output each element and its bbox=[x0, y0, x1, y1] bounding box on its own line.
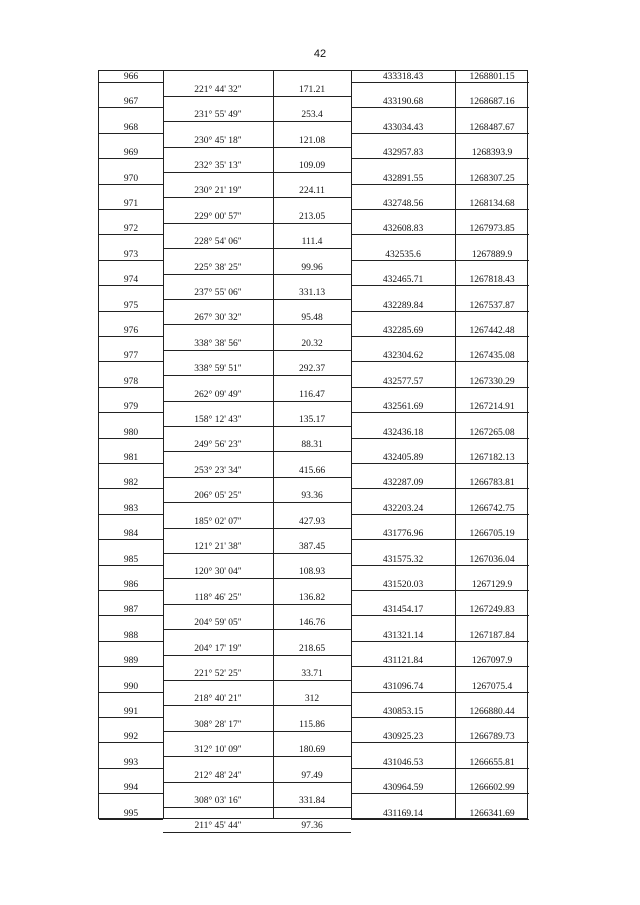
bearing-angle: 230° 21' 19" bbox=[194, 186, 242, 197]
point-number: 977 bbox=[123, 351, 139, 362]
coordinate-y: 1267537.87 bbox=[469, 300, 515, 311]
coordinate-y: 1266789.73 bbox=[469, 732, 515, 743]
survey-coordinates-table bbox=[98, 70, 528, 832]
point-number: 969 bbox=[123, 148, 139, 159]
coordinate-y: 1267187.84 bbox=[469, 630, 515, 641]
bearing-angle: 225° 38' 25" bbox=[194, 262, 242, 273]
point-number: 984 bbox=[123, 529, 139, 540]
coordinate-x: 431575.32 bbox=[382, 554, 424, 565]
coordinate-y: 1266783.81 bbox=[469, 478, 515, 489]
segment-distance: 108.93 bbox=[298, 567, 326, 578]
row-rule bbox=[163, 96, 351, 97]
row-rule bbox=[163, 629, 351, 630]
segment-distance: 213.05 bbox=[298, 211, 326, 222]
coordinate-y: 1267442.48 bbox=[469, 326, 515, 336]
segment-distance: 93.36 bbox=[301, 491, 323, 502]
bearing-angle: 338° 38' 56" bbox=[194, 338, 242, 349]
coordinate-y: 1267129.9 bbox=[471, 580, 513, 590]
segment-distance: 415.66 bbox=[298, 465, 326, 476]
segment-distance: 292.37 bbox=[298, 364, 326, 375]
bearing-angle: 118° 46' 25" bbox=[194, 592, 242, 603]
point-number: 975 bbox=[123, 300, 139, 311]
row-rule bbox=[163, 782, 351, 783]
bearing-angle: 231° 55' 49" bbox=[194, 110, 242, 121]
point-number: 986 bbox=[123, 580, 139, 590]
coordinate-x: 430853.15 bbox=[382, 707, 424, 717]
bearing-angle: 249° 56' 23" bbox=[194, 440, 242, 451]
point-number: 972 bbox=[123, 224, 139, 235]
coordinate-x: 432577.57 bbox=[382, 376, 424, 387]
segment-distance: 95.48 bbox=[301, 313, 323, 324]
coordinate-y: 1267097.9 bbox=[471, 656, 513, 667]
segment-distance: 331.84 bbox=[298, 795, 326, 806]
segment-distance: 312 bbox=[304, 694, 320, 705]
point-number: 985 bbox=[123, 554, 139, 565]
coordinate-x: 433190.68 bbox=[382, 97, 424, 108]
coordinate-x: 431520.03 bbox=[382, 580, 424, 590]
coordinate-x: 432561.69 bbox=[382, 402, 424, 413]
coordinate-y: 1267214.91 bbox=[469, 402, 515, 413]
point-number: 966 bbox=[123, 72, 139, 82]
row-rule bbox=[163, 528, 351, 529]
coordinate-y: 1268687.16 bbox=[469, 97, 515, 108]
segment-distance: 121.08 bbox=[298, 135, 326, 146]
bearing-angle: 206° 05' 25" bbox=[194, 491, 242, 502]
point-number: 988 bbox=[123, 630, 139, 641]
coordinate-y: 1267330.29 bbox=[469, 376, 515, 387]
coordinate-y: 1267249.83 bbox=[469, 605, 515, 616]
segment-distance: 135.17 bbox=[298, 414, 326, 425]
bearing-angle: 229° 00' 57" bbox=[194, 211, 242, 222]
bearing-angle: 237° 55' 06" bbox=[194, 287, 242, 298]
row-rule bbox=[163, 197, 351, 198]
bearing-angle: 204° 17' 19" bbox=[194, 643, 242, 654]
coordinate-x: 431454.17 bbox=[382, 605, 424, 616]
coordinate-x: 431096.74 bbox=[382, 681, 424, 692]
row-rule bbox=[163, 299, 351, 300]
coordinate-y: 1266655.81 bbox=[469, 757, 515, 768]
row-rule bbox=[163, 578, 351, 579]
segment-distance: 111.4 bbox=[301, 237, 323, 248]
bearing-angle: 185° 02' 07" bbox=[194, 516, 242, 527]
point-number: 974 bbox=[123, 275, 139, 286]
coordinate-x: 431121.84 bbox=[382, 656, 424, 667]
bearing-angle: 221° 52' 25" bbox=[194, 668, 242, 679]
point-number: 967 bbox=[123, 97, 139, 108]
row-rule bbox=[163, 324, 351, 325]
coordinate-y: 1266880.44 bbox=[469, 707, 515, 717]
segment-distance: 109.09 bbox=[298, 160, 326, 171]
coordinate-x: 432436.18 bbox=[382, 427, 424, 438]
coordinate-x: 431046.53 bbox=[382, 757, 424, 768]
row-rule bbox=[163, 553, 351, 554]
coordinate-x: 432289.84 bbox=[382, 300, 424, 311]
segment-distance: 331.13 bbox=[298, 287, 326, 298]
page-number: 42 bbox=[313, 48, 327, 60]
coordinate-x: 432285.69 bbox=[382, 326, 424, 336]
coordinate-y: 1268393.9 bbox=[471, 148, 513, 159]
coordinate-x: 432465.71 bbox=[382, 275, 424, 286]
point-number: 978 bbox=[123, 376, 139, 387]
segment-distance: 97.49 bbox=[301, 770, 323, 781]
coordinate-x: 432891.55 bbox=[382, 173, 424, 184]
coordinate-x: 432608.83 bbox=[382, 224, 424, 235]
row-rule bbox=[163, 426, 351, 427]
segment-distance: 20.32 bbox=[301, 338, 323, 349]
coordinate-x: 432957.83 bbox=[382, 148, 424, 159]
bearing-angle: 221° 44' 32" bbox=[194, 84, 242, 95]
segment-distance: 99.96 bbox=[301, 262, 323, 273]
point-number: 979 bbox=[123, 402, 139, 413]
bearing-angle: 253° 23' 34" bbox=[194, 465, 242, 476]
point-number: 991 bbox=[123, 707, 139, 717]
coordinate-y: 1266341.69 bbox=[469, 808, 515, 819]
bearing-angle: 204° 59' 05" bbox=[194, 618, 242, 629]
row-rule bbox=[163, 401, 351, 402]
row-rule bbox=[163, 655, 351, 656]
segment-distance: 427.93 bbox=[298, 516, 326, 527]
bearing-angle: 211° 45' 44" bbox=[194, 821, 242, 832]
coordinate-y: 1267265.08 bbox=[469, 427, 515, 438]
point-number: 983 bbox=[123, 503, 139, 514]
coordinate-x: 431776.96 bbox=[382, 529, 424, 540]
row-rule bbox=[163, 274, 351, 275]
row-rule bbox=[163, 375, 351, 376]
row-rule bbox=[163, 121, 351, 122]
segment-distance: 253.4 bbox=[301, 110, 323, 121]
bearing-angle: 218° 40' 21" bbox=[194, 694, 242, 705]
coordinate-x: 432304.62 bbox=[382, 351, 424, 362]
bearing-angle: 121° 21' 38" bbox=[194, 541, 242, 552]
segment-distance: 116.47 bbox=[299, 389, 325, 400]
segment-distance: 88.31 bbox=[301, 440, 323, 451]
coordinate-x: 432405.89 bbox=[382, 453, 424, 463]
bearing-angle: 338° 59' 51" bbox=[194, 364, 242, 375]
coordinate-y: 1267973.85 bbox=[469, 224, 515, 235]
bearing-angle: 232° 35' 13" bbox=[194, 160, 242, 171]
row-rule bbox=[163, 832, 351, 833]
segment-distance: 33.71 bbox=[301, 668, 323, 679]
point-number: 987 bbox=[123, 605, 139, 616]
row-rule bbox=[163, 147, 351, 148]
point-number: 973 bbox=[123, 249, 139, 260]
point-number: 992 bbox=[123, 732, 139, 743]
point-number: 989 bbox=[123, 656, 139, 667]
row-rule bbox=[163, 756, 351, 757]
coordinate-y: 1267182.13 bbox=[469, 453, 515, 463]
row-rule bbox=[163, 731, 351, 732]
coordinate-y: 1268801.15 bbox=[469, 72, 515, 82]
coordinate-x: 433318.43 bbox=[382, 72, 424, 82]
row-rule bbox=[163, 350, 351, 351]
bearing-angle: 228° 54' 06" bbox=[194, 237, 242, 248]
row-rule bbox=[163, 172, 351, 173]
row-rule bbox=[163, 807, 351, 808]
bearing-angle: 308° 03' 16" bbox=[194, 795, 242, 806]
bearing-angle: 312° 10' 09" bbox=[194, 745, 242, 756]
bearing-angle: 267° 30' 32" bbox=[194, 313, 242, 324]
segment-distance: 224.11 bbox=[299, 186, 325, 197]
segment-distance: 115.86 bbox=[299, 719, 325, 730]
coordinate-y: 1267435.08 bbox=[469, 351, 515, 362]
bearing-angle: 308° 28' 17" bbox=[194, 719, 242, 730]
coordinate-y: 1268134.68 bbox=[469, 199, 515, 209]
row-rule bbox=[163, 248, 351, 249]
coordinate-y: 1266705.19 bbox=[469, 529, 515, 540]
row-rule bbox=[163, 502, 351, 503]
coordinate-x: 430964.59 bbox=[382, 783, 424, 794]
coordinate-y: 1268307.25 bbox=[469, 173, 515, 184]
point-number: 993 bbox=[123, 757, 139, 768]
point-number: 981 bbox=[123, 453, 139, 463]
bearing-angle: 158° 12' 43" bbox=[194, 414, 242, 425]
segment-distance: 180.69 bbox=[298, 745, 326, 756]
coordinate-y: 1266602.99 bbox=[469, 783, 515, 794]
point-number: 994 bbox=[123, 783, 139, 794]
row-rule bbox=[163, 604, 351, 605]
coordinate-x: 433034.43 bbox=[382, 122, 424, 133]
coordinate-x: 430925.23 bbox=[382, 732, 424, 743]
row-rule bbox=[163, 705, 351, 706]
point-number: 968 bbox=[123, 122, 139, 133]
point-number: 995 bbox=[123, 808, 139, 819]
segment-distance: 387.45 bbox=[298, 541, 326, 552]
coordinate-x: 432535.6 bbox=[385, 249, 421, 260]
coordinate-y: 1267036.04 bbox=[469, 554, 515, 565]
point-number: 971 bbox=[123, 199, 139, 209]
coordinate-y: 1268487.67 bbox=[469, 122, 515, 133]
point-number: 976 bbox=[123, 326, 139, 336]
segment-distance: 97.36 bbox=[301, 821, 323, 832]
segment-distance: 136.82 bbox=[298, 592, 326, 603]
row-rule bbox=[163, 680, 351, 681]
row-rule bbox=[163, 477, 351, 478]
coordinate-y: 1267818.43 bbox=[469, 275, 515, 286]
point-number: 970 bbox=[123, 173, 139, 184]
coordinate-x: 432287.09 bbox=[382, 478, 424, 489]
point-number: 982 bbox=[123, 478, 139, 489]
segment-distance: 218.65 bbox=[298, 643, 326, 654]
segment-distance: 146.76 bbox=[298, 618, 326, 629]
point-number: 980 bbox=[123, 427, 139, 438]
coordinate-x: 431321.14 bbox=[382, 630, 424, 641]
point-number: 990 bbox=[123, 681, 139, 692]
coordinate-y: 1266742.75 bbox=[469, 503, 515, 514]
row-rule bbox=[163, 223, 351, 224]
bearing-angle: 262° 09' 49" bbox=[194, 389, 242, 400]
coordinate-x: 432203.24 bbox=[382, 503, 424, 514]
row-rule bbox=[163, 451, 351, 452]
bearing-angle: 120° 30' 04" bbox=[194, 567, 242, 578]
coordinate-y: 1267889.9 bbox=[471, 249, 513, 260]
coordinate-x: 432748.56 bbox=[382, 199, 424, 209]
bearing-angle: 212° 48' 24" bbox=[194, 770, 242, 781]
coordinate-y: 1267075.4 bbox=[471, 681, 513, 692]
bearing-angle: 230° 45' 18" bbox=[194, 135, 242, 146]
coordinate-x: 431169.14 bbox=[382, 808, 424, 819]
segment-distance: 171.21 bbox=[298, 84, 326, 95]
